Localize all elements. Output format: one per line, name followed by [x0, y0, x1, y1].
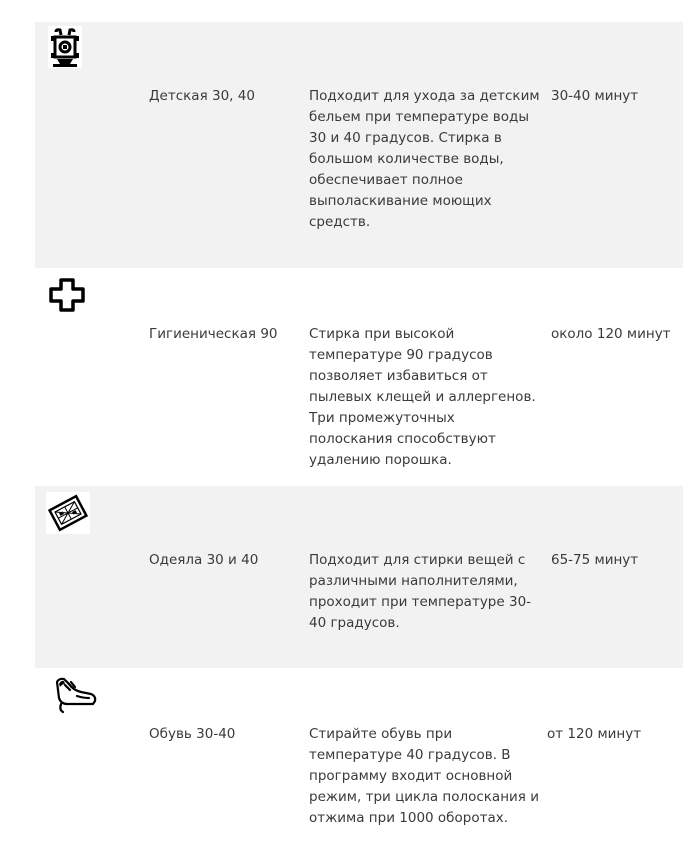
program-description: Подходит для ухода за детским бельем при температуре воды 30 и 40 градусов. Стирка в большом количестве воды, обеспечивает полное выполаскивание моющих средств. [309, 88, 540, 230]
sneaker-icon [53, 674, 99, 714]
program-name: Обувь 30-40 [149, 726, 236, 742]
table-row [35, 668, 683, 845]
program-duration: 30-40 минут [551, 88, 639, 104]
program-name: Одеяла 30 и 40 [149, 552, 259, 568]
program-duration: около 120 минут [551, 326, 671, 342]
wash-programs-table [35, 22, 683, 845]
program-duration: 65-75 минут [551, 552, 639, 568]
table-row [35, 22, 683, 268]
table-row [35, 486, 683, 668]
blanket-icon [46, 492, 90, 534]
program-name: Гигиеническая 90 [149, 326, 278, 342]
program-description: Подходит для стирки вещей с различными наполнителями, проходит при температуре 30-40 градусов. [309, 552, 532, 631]
program-description: Стирка при высокой температуре 90 градусов позволяет избавиться от пылевых клещей и аллергенов. Три промежуточных полоскания способствуют удалению порошка. [309, 326, 536, 468]
baby-clothes-icon [48, 26, 82, 68]
program-name: Детская 30, 40 [149, 88, 255, 104]
program-duration: от 120 минут [547, 726, 642, 742]
hygiene-cross-icon [47, 278, 87, 312]
program-description: Стирайте обувь при температуре 40 градусов. В программу входит основной режим, три цикла полоскания и отжима при 1000 оборотах. [309, 726, 539, 826]
table-row [35, 268, 683, 486]
